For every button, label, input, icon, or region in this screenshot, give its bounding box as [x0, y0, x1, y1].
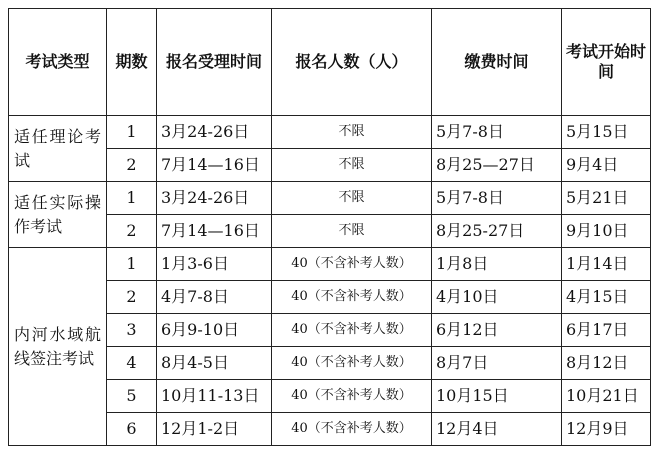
exam-start-cell: 12月9日 — [562, 413, 651, 446]
table-row — [9, 116, 651, 149]
period-cell: 2 — [107, 215, 157, 248]
exam-start-cell: 4月15日 — [562, 281, 651, 314]
payment-time-cell: 5月7-8日 — [432, 116, 562, 149]
capacity-cell: 40（不含补考人数） — [272, 314, 432, 347]
period-cell: 4 — [107, 347, 157, 380]
capacity-cell: 40（不含补考人数） — [272, 281, 432, 314]
payment-time-cell: 10月15日 — [432, 380, 562, 413]
period-cell: 5 — [107, 380, 157, 413]
exam-type-cell: 适任理论考试 — [9, 116, 107, 182]
header-capacity: 报名人数（人） — [272, 9, 432, 116]
payment-time-cell: 8月7日 — [432, 347, 562, 380]
exam-start-cell: 10月21日 — [562, 380, 651, 413]
header-exam-start: 考试开始时间 — [562, 9, 651, 116]
payment-time-cell: 12月4日 — [432, 413, 562, 446]
period-cell: 3 — [107, 314, 157, 347]
registration-time-cell: 4月7-8日 — [157, 281, 272, 314]
exam-type-cell: 内河水域航线签注考试 — [9, 248, 107, 446]
registration-time-cell: 12月1-2日 — [157, 413, 272, 446]
registration-time-cell: 3月24-26日 — [157, 116, 272, 149]
header-registration-time: 报名受理时间 — [157, 9, 272, 116]
capacity-cell: 40（不含补考人数） — [272, 380, 432, 413]
exam-start-cell: 1月14日 — [562, 248, 651, 281]
capacity-cell: 40（不含补考人数） — [272, 347, 432, 380]
exam-start-cell: 9月10日 — [562, 215, 651, 248]
capacity-cell: 不限 — [272, 149, 432, 182]
capacity-cell: 不限 — [272, 182, 432, 215]
payment-time-cell: 1月8日 — [432, 248, 562, 281]
capacity-cell: 不限 — [272, 116, 432, 149]
period-cell: 1 — [107, 116, 157, 149]
exam-start-cell: 6月17日 — [562, 314, 651, 347]
payment-time-cell: 8月25—27日 — [432, 149, 562, 182]
exam-type-cell: 适任实际操作考试 — [9, 182, 107, 248]
header-period: 期数 — [107, 9, 157, 116]
exam-schedule-document — [8, 8, 650, 446]
period-cell: 1 — [107, 248, 157, 281]
header-payment-time: 缴费时间 — [432, 9, 562, 116]
registration-time-cell: 3月24-26日 — [157, 182, 272, 215]
registration-time-cell: 8月4-5日 — [157, 347, 272, 380]
period-cell: 2 — [107, 149, 157, 182]
exam-start-cell: 8月12日 — [562, 347, 651, 380]
payment-time-cell: 8月25-27日 — [432, 215, 562, 248]
capacity-cell: 40（不含补考人数） — [272, 413, 432, 446]
capacity-cell: 不限 — [272, 215, 432, 248]
period-cell: 2 — [107, 281, 157, 314]
capacity-cell: 40（不含补考人数） — [272, 248, 432, 281]
registration-time-cell: 6月9-10日 — [157, 314, 272, 347]
header-exam-type: 考试类型 — [9, 9, 107, 116]
registration-time-cell: 1月3-6日 — [157, 248, 272, 281]
period-cell: 6 — [107, 413, 157, 446]
payment-time-cell: 5月7-8日 — [432, 182, 562, 215]
registration-time-cell: 10月11-13日 — [157, 380, 272, 413]
exam-start-cell: 5月21日 — [562, 182, 651, 215]
exam-start-cell: 5月15日 — [562, 116, 651, 149]
registration-time-cell: 7月14—16日 — [157, 149, 272, 182]
table-row — [9, 182, 651, 215]
period-cell: 1 — [107, 182, 157, 215]
table-header-row — [9, 9, 651, 116]
registration-time-cell: 7月14—16日 — [157, 215, 272, 248]
payment-time-cell: 4月10日 — [432, 281, 562, 314]
exam-schedule-table — [8, 8, 651, 446]
table-row — [9, 248, 651, 281]
exam-start-cell: 9月4日 — [562, 149, 651, 182]
payment-time-cell: 6月12日 — [432, 314, 562, 347]
